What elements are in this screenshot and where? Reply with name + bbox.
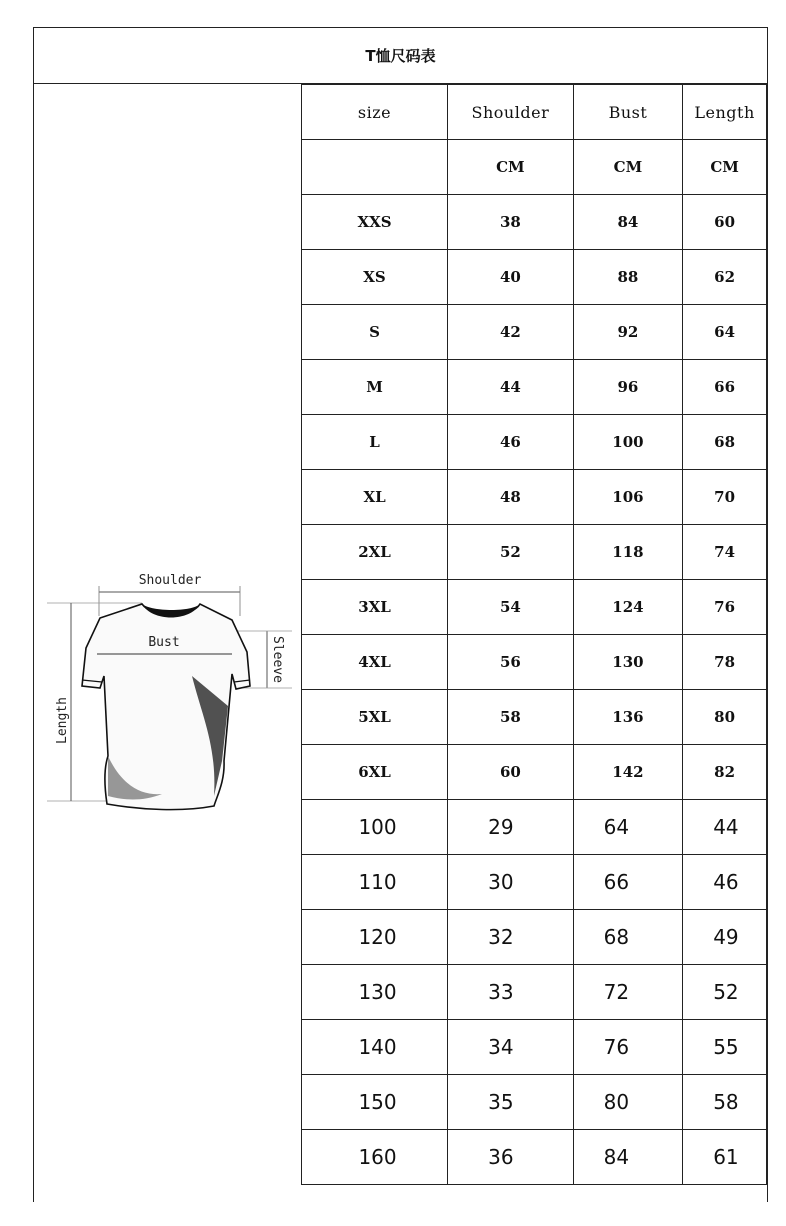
cell-bust: 64 [573,800,683,855]
cell-shoulder: 34 [448,1020,574,1075]
cell-length: 52 [683,965,767,1020]
cell-shoulder: 36 [448,1130,574,1185]
length-label: Length [55,697,70,744]
cell-length: 46 [683,855,767,910]
unit-row [302,140,767,195]
size-table [301,84,767,1185]
table-row [302,1075,767,1130]
cell-bust: 68 [573,910,683,965]
size-chart-frame [33,27,768,1202]
cell-shoulder: 52 [448,525,574,580]
cell-length: 60 [683,195,767,250]
cell-length: 58 [683,1075,767,1130]
cell-length: 78 [683,635,767,690]
cell-length: 66 [683,360,767,415]
unit-size [302,140,448,195]
cell-bust: 96 [573,360,683,415]
cell-size: 160 [302,1130,448,1185]
cell-length: 74 [683,525,767,580]
cell-size: 6XL [302,745,448,800]
table-row [302,745,767,800]
cell-shoulder: 48 [448,470,574,525]
cell-bust: 84 [573,195,683,250]
table-row [302,910,767,965]
cell-size: 140 [302,1020,448,1075]
cell-bust: 84 [573,1130,683,1185]
header-shoulder: Shoulder [448,85,574,140]
cell-length: 82 [683,745,767,800]
table-row [302,1130,767,1185]
diagram-panel [34,84,301,1204]
table-row [302,360,767,415]
unit-shoulder: CM [448,140,574,195]
header-row [302,85,767,140]
cell-shoulder: 32 [448,910,574,965]
table-row [302,305,767,360]
cell-shoulder: 42 [448,305,574,360]
cell-size: L [302,415,448,470]
unit-bust: CM [573,140,683,195]
cell-shoulder: 33 [448,965,574,1020]
cell-bust: 72 [573,965,683,1020]
cell-bust: 92 [573,305,683,360]
unit-length: CM [683,140,767,195]
bust-label: Bust [148,635,180,650]
cell-length: 80 [683,690,767,745]
cell-size: 2XL [302,525,448,580]
cell-length: 62 [683,250,767,305]
cell-length: 61 [683,1130,767,1185]
cell-size: 110 [302,855,448,910]
table-row [302,1020,767,1075]
cell-bust: 106 [573,470,683,525]
cell-shoulder: 58 [448,690,574,745]
cell-size: XXS [302,195,448,250]
cell-bust: 130 [573,635,683,690]
cell-shoulder: 56 [448,635,574,690]
cell-length: 76 [683,580,767,635]
table-row [302,470,767,525]
cell-bust: 118 [573,525,683,580]
table-row [302,690,767,745]
cell-shoulder: 29 [448,800,574,855]
cell-shoulder: 54 [448,580,574,635]
cell-bust: 136 [573,690,683,745]
shoulder-label: Shoulder [138,573,202,588]
cell-bust: 66 [573,855,683,910]
cell-length: 64 [683,305,767,360]
cell-length: 49 [683,910,767,965]
cell-bust: 100 [573,415,683,470]
table-row [302,580,767,635]
chart-title: T恤尺码表 [34,28,767,84]
cell-size: 3XL [302,580,448,635]
table-row [302,635,767,690]
table-row [302,195,767,250]
header-length: Length [683,85,767,140]
cell-shoulder: 35 [448,1075,574,1130]
cell-size: 4XL [302,635,448,690]
table-row [302,415,767,470]
cell-size: 120 [302,910,448,965]
cell-bust: 88 [573,250,683,305]
cell-shoulder: 30 [448,855,574,910]
cell-size: XS [302,250,448,305]
cell-bust: 80 [573,1075,683,1130]
cell-size: M [302,360,448,415]
header-size: size [302,85,448,140]
cell-length: 68 [683,415,767,470]
tshirt-diagram [42,556,292,856]
table-row [302,855,767,910]
table-row [302,800,767,855]
cell-length: 55 [683,1020,767,1075]
cell-shoulder: 38 [448,195,574,250]
cell-size: S [302,305,448,360]
cell-size: XL [302,470,448,525]
sleeve-label: Sleeve [270,636,285,683]
cell-size: 130 [302,965,448,1020]
cell-shoulder: 46 [448,415,574,470]
cell-length: 70 [683,470,767,525]
header-bust: Bust [573,85,683,140]
cell-shoulder: 40 [448,250,574,305]
cell-shoulder: 60 [448,745,574,800]
table-row [302,250,767,305]
cell-shoulder: 44 [448,360,574,415]
cell-bust: 76 [573,1020,683,1075]
cell-length: 44 [683,800,767,855]
table-row [302,965,767,1020]
cell-size: 5XL [302,690,448,745]
table-row [302,525,767,580]
cell-size: 100 [302,800,448,855]
cell-bust: 124 [573,580,683,635]
cell-size: 150 [302,1075,448,1130]
cell-bust: 142 [573,745,683,800]
